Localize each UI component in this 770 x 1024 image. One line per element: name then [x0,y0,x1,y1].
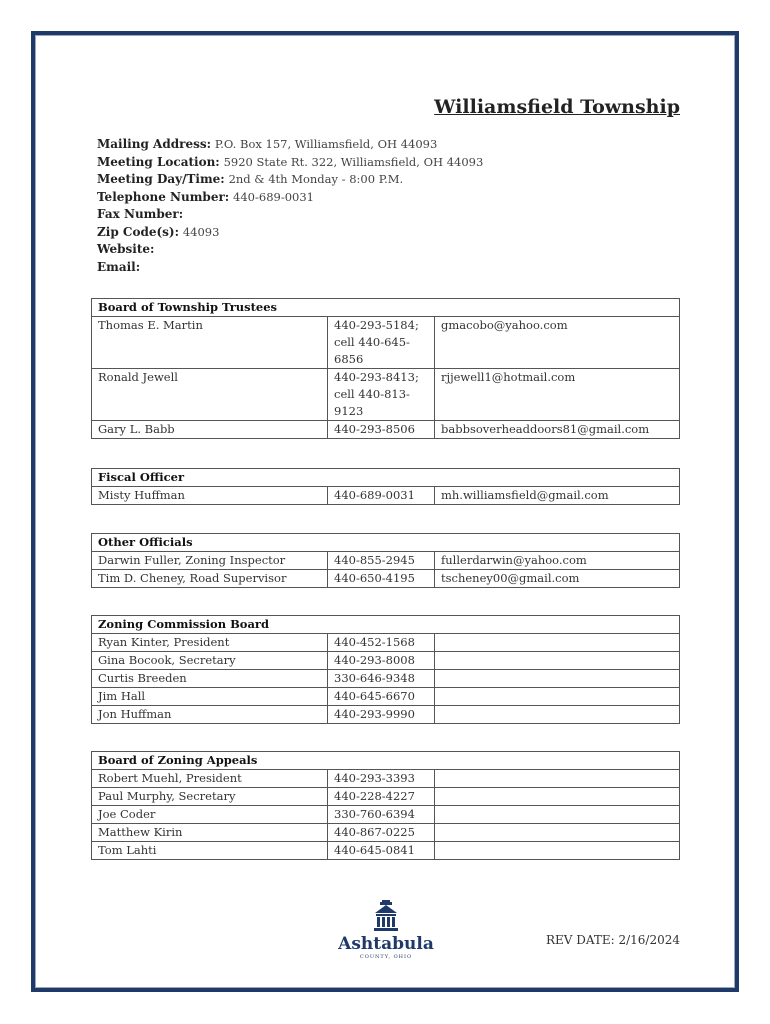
member-name: Joe Coder [92,806,328,824]
member-name: Gary L. Babb [92,421,328,439]
info-label: Fax Number: [97,207,184,221]
info-label: Meeting Location: [97,154,220,169]
table-row [92,487,680,505]
section-heading: Zoning Commission Board [92,616,680,634]
table-row [92,824,680,842]
member-name: Tim D. Cheney, Road Supervisor [92,570,328,588]
info-website [97,241,483,259]
member-name: Gina Bocook, Secretary [92,652,328,670]
member-phone: 440-293-8506 [328,421,435,439]
member-name: Curtis Breeden [92,670,328,688]
table-row [92,688,680,706]
table-row [92,421,680,439]
logo-subtitle: COUNTY, OHIO [359,954,413,960]
member-phone: 330-646-9348 [328,670,435,688]
info-label: Website: [97,242,155,256]
member-email [435,670,680,688]
ashtabula-logo [336,900,436,960]
revision-date: REV DATE: 2/16/2024 [545,933,680,947]
table-row [92,317,680,369]
info-label: Zip Code(s): [97,224,180,239]
member-phone: 440-293-5184; cell 440-645-6856 [328,317,435,369]
member-email [435,842,680,860]
page-title: Williamsfield Township [434,96,680,118]
table-row [92,552,680,570]
zoning-appeals-table [91,751,680,860]
member-phone: 440-228-4227 [328,788,435,806]
member-name: Matthew Kirin [92,824,328,842]
member-phone: 440-645-6670 [328,688,435,706]
member-phone: 440-293-8413; cell 440-813-9123 [328,369,435,421]
member-name: Ryan Kinter, President [92,634,328,652]
section-heading: Board of Zoning Appeals [92,752,680,770]
member-phone: 440-293-3393 [328,770,435,788]
table-row [92,570,680,588]
member-phone: 440-689-0031 [328,487,435,505]
info-fax [97,206,483,224]
member-email: gmacobo@yahoo.com [435,317,680,369]
member-email: babbsoverheaddoors81@gmail.com [435,421,680,439]
member-phone: 440-855-2945 [328,552,435,570]
info-meeting-time [97,171,483,189]
info-value: 44093 [182,224,220,239]
member-email [435,634,680,652]
member-phone: 440-867-0225 [328,824,435,842]
member-email [435,688,680,706]
section-heading: Fiscal Officer [92,469,680,487]
info-meeting-location [97,154,483,172]
member-name: Darwin Fuller, Zoning Inspector [92,552,328,570]
table-row [92,842,680,860]
member-email [435,706,680,724]
info-value: 2nd & 4th Monday - 8:00 P.M. [228,172,404,186]
info-label: Meeting Day/Time: [97,172,225,186]
info-mailing-address [97,136,483,154]
fiscal-officer-table [91,468,680,505]
courthouse-icon [371,900,401,932]
info-email [97,259,483,277]
member-phone: 440-293-9990 [328,706,435,724]
table-row [92,770,680,788]
section-heading: Other Officials [92,534,680,552]
member-name: Jon Huffman [92,706,328,724]
member-email: tscheney00@gmail.com [435,570,680,588]
member-email [435,806,680,824]
table-row [92,369,680,421]
info-label: Telephone Number: [97,189,230,204]
member-phone: 440-293-8008 [328,652,435,670]
zoning-commission-table [91,615,680,724]
info-block [97,136,483,276]
trustees-table [91,298,680,439]
member-name: Thomas E. Martin [92,317,328,369]
member-name: Ronald Jewell [92,369,328,421]
member-phone: 440-645-0841 [328,842,435,860]
other-officials-table [91,533,680,588]
member-phone: 440-650-4195 [328,570,435,588]
info-telephone [97,189,483,207]
table-row [92,788,680,806]
info-label: Email: [97,259,141,274]
member-name: Robert Muehl, President [92,770,328,788]
info-value: 5920 State Rt. 322, Williamsfield, OH 44093 [223,154,484,169]
table-row [92,706,680,724]
member-email [435,788,680,806]
table-row [92,806,680,824]
member-name: Tom Lahti [92,842,328,860]
member-name: Paul Murphy, Secretary [92,788,328,806]
member-email [435,824,680,842]
table-row [92,670,680,688]
info-zip [97,224,483,242]
section-heading: Board of Township Trustees [92,299,680,317]
member-email: rjjewell1@hotmail.com [435,369,680,421]
member-email [435,652,680,670]
member-email: mh.williamsfield@gmail.com [435,487,680,505]
member-email: fullerdarwin@yahoo.com [435,552,680,570]
table-row [92,652,680,670]
member-name: Jim Hall [92,688,328,706]
member-phone: 440-452-1568 [328,634,435,652]
info-value: 440-689-0031 [233,189,314,204]
info-value: P.O. Box 157, Williamsfield, OH 44093 [214,137,438,151]
member-email [435,770,680,788]
member-phone: 330-760-6394 [328,806,435,824]
logo-wordmark: Ashtabula [338,934,434,954]
info-label: Mailing Address: [97,137,212,151]
table-row [92,634,680,652]
member-name: Misty Huffman [92,487,328,505]
